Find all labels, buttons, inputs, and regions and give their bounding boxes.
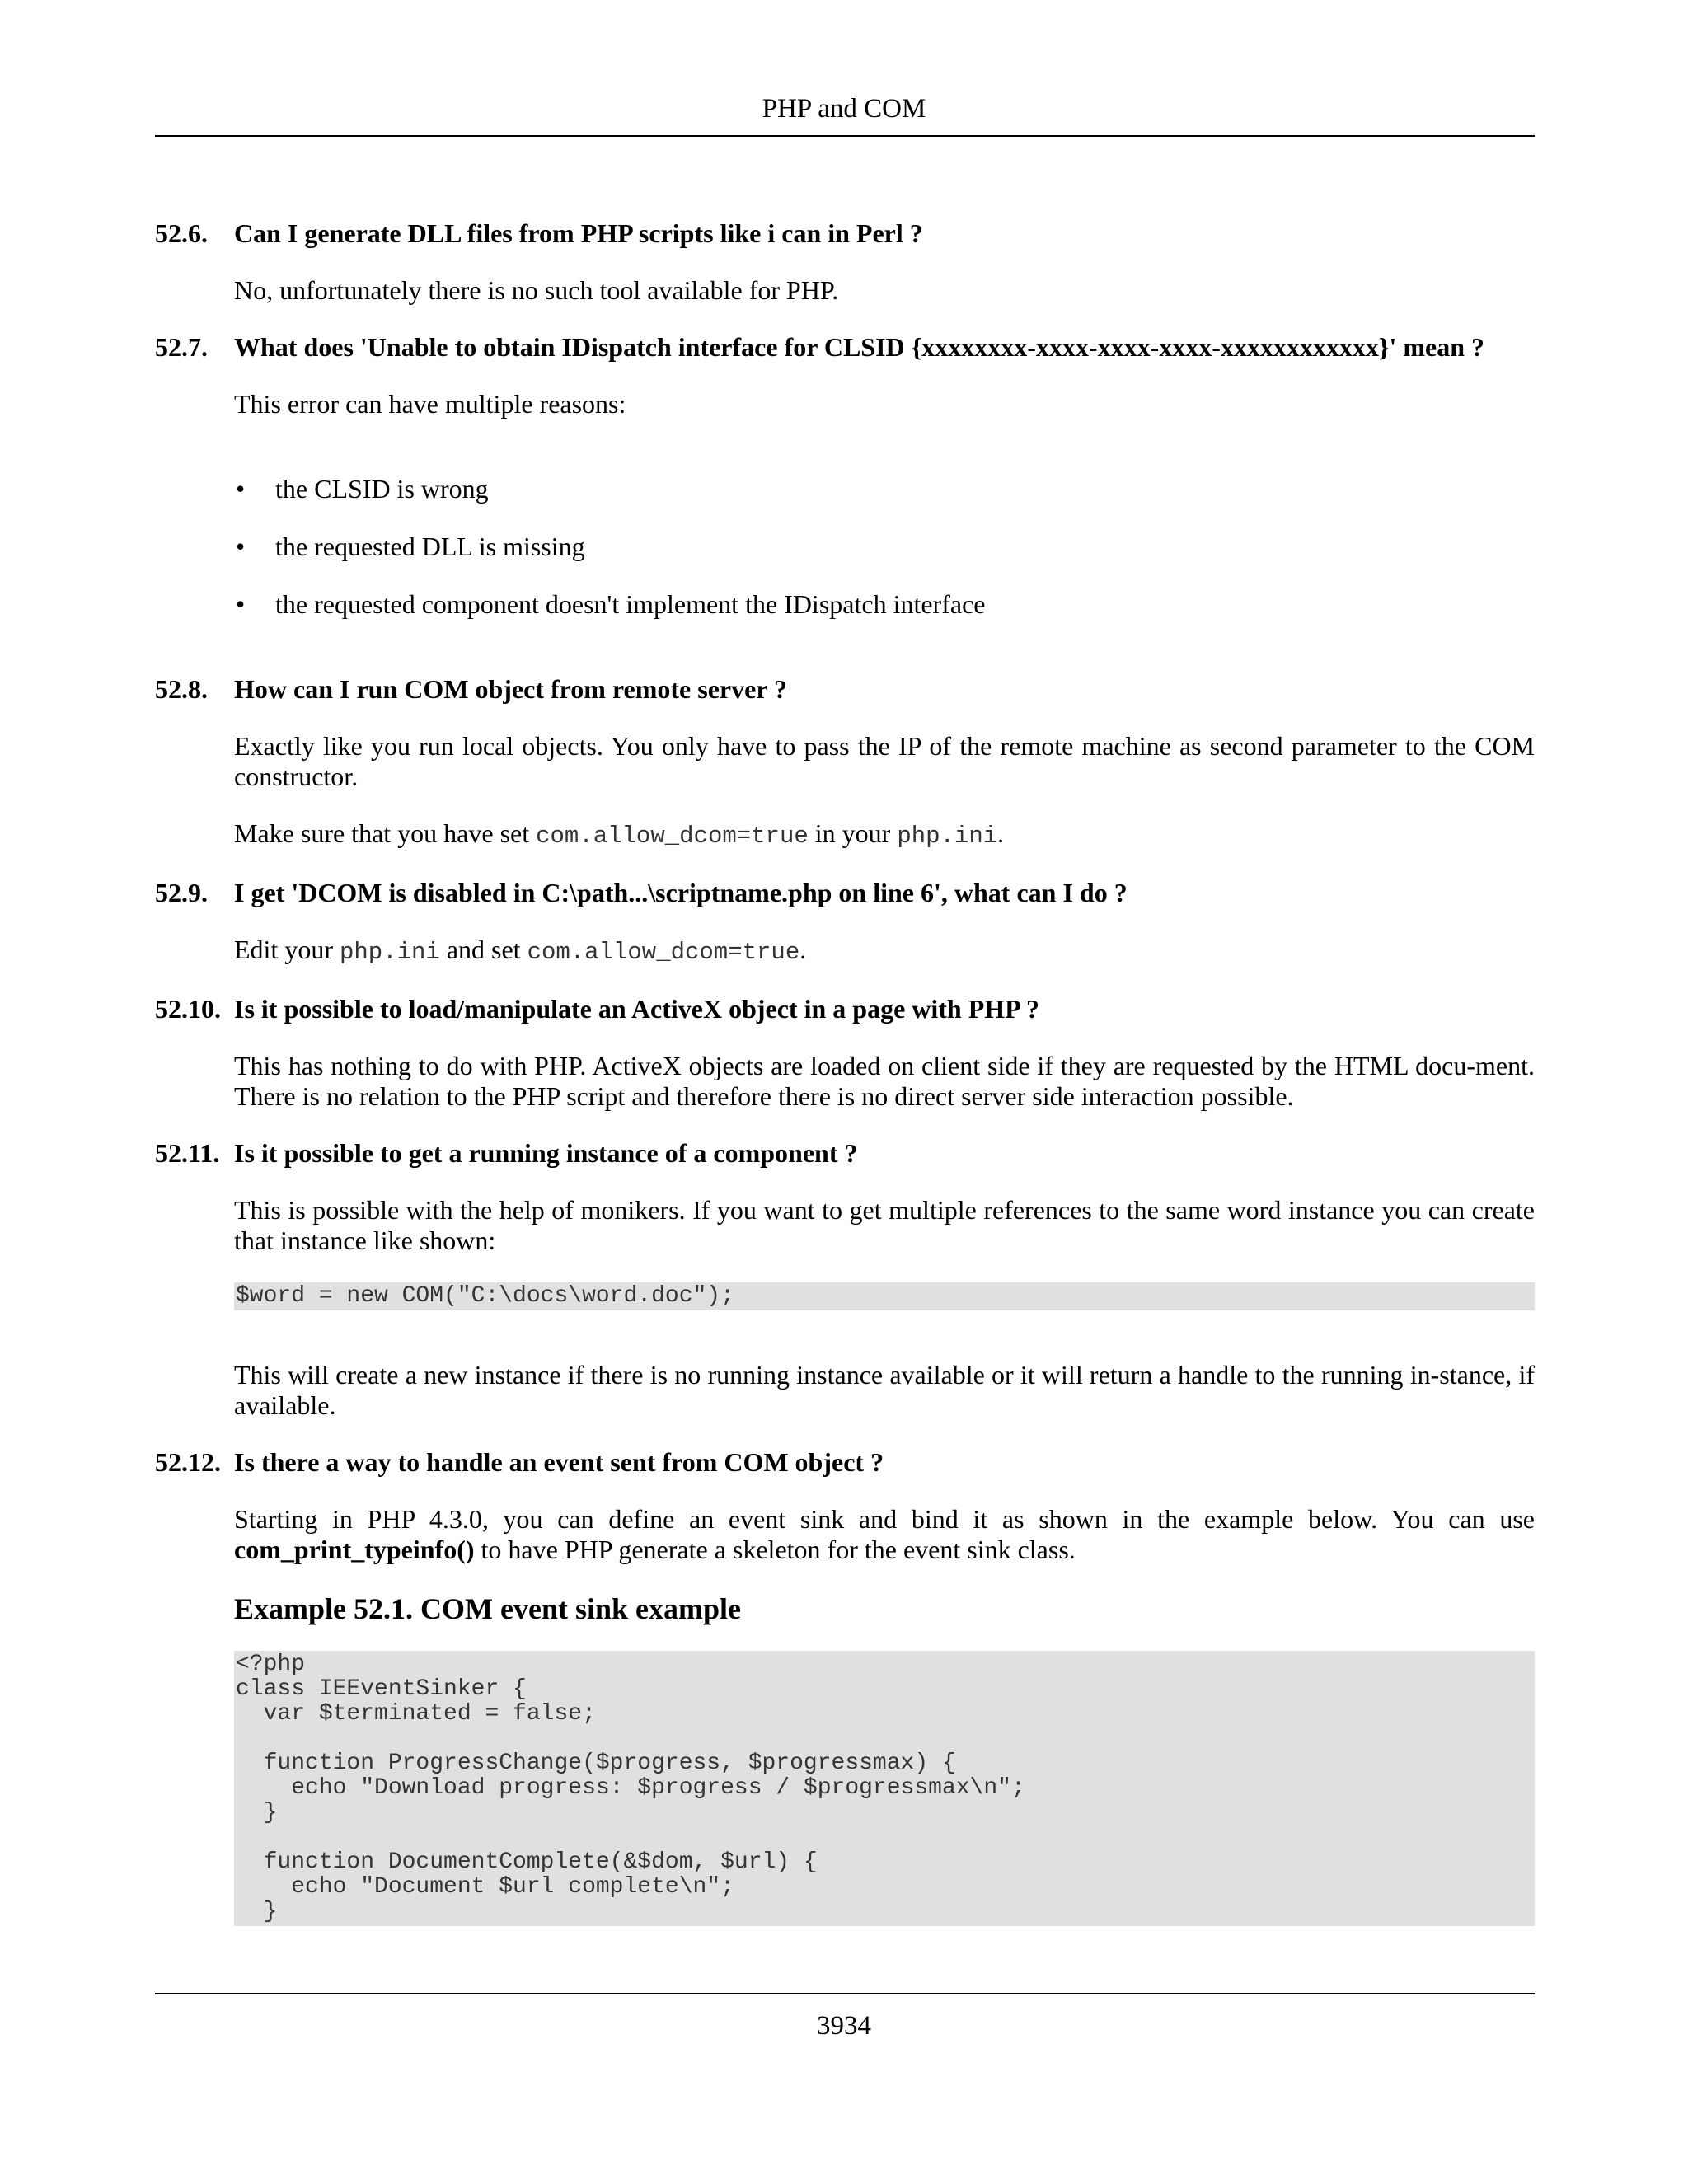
page-content [155, 218, 1535, 1926]
question-title: Is it possible to get a running instance of a component ? [234, 1138, 858, 1168]
question-number: 52.7. [155, 332, 208, 362]
header-rule [155, 135, 1535, 137]
answer-text: This will create a new instance if there is no running instance available or it will return a handle to the running in-stance, if available. [234, 1360, 1535, 1420]
answer-note: Make sure that you have set com.allow_dcom=true in your php.ini. [234, 818, 1005, 850]
question-number: 52.8. [155, 674, 208, 704]
inline-code: php.ini [897, 823, 998, 850]
question-number: 52.6. [155, 218, 208, 248]
inline-code: com.allow_dcom=true [536, 823, 809, 850]
answer-text: This error can have multiple reasons: [234, 389, 626, 419]
question-title: Is there a way to handle an event sent from COM object ? [234, 1447, 884, 1477]
answer-text: Exactly like you run local objects. You only have to pass the IP of the remote machine as second parameter to the COM constructor. [234, 731, 1535, 791]
answer-text: No, unfortunately there is no such tool available for PHP. [234, 275, 839, 305]
faq-item [155, 674, 1535, 851]
running-header: PHP and COM [762, 94, 926, 124]
function-name: com_print_typeinfo() [234, 1535, 475, 1564]
faq-item [155, 218, 1535, 306]
faq-item [155, 1138, 1535, 1421]
faq-item [155, 994, 1535, 1112]
example-title: Example 52.1. COM event sink example [234, 1592, 741, 1625]
question-title: How can I run COM object from remote server ? [234, 674, 787, 704]
faq-item [155, 878, 1535, 968]
question-number: 52.9. [155, 878, 208, 907]
list-item: • the CLSID is wrong [236, 474, 489, 504]
answer-text: Edit your php.ini and set com.allow_dcom=true. [234, 935, 807, 966]
faq-item [155, 332, 1535, 620]
answer-text: This is possible with the help of monikers. If you want to get multiple references to the same word instance you can create that instance like shown: [234, 1195, 1535, 1255]
page-number: 3934 [817, 2011, 871, 2041]
inline-code: com.allow_dcom=true [527, 939, 800, 966]
inline-code: php.ini [339, 939, 440, 966]
list-item: • the requested DLL is missing [236, 532, 585, 561]
footer-rule [155, 1993, 1535, 1994]
answer-text: This has nothing to do with PHP. ActiveX objects are loaded on client side if they are requested by the HTML docu-ment. There is no relation to the PHP script and therefore there is no direct server side interaction possible. [234, 1051, 1535, 1111]
question-number: 52.10. [155, 994, 221, 1024]
question-title: What does 'Unable to obtain IDispatch interface for CLSID {xxxxxxxx-xxxx-xxxx-xxxx-xxxxxxxxxxxx}' mean ? [234, 332, 1485, 362]
list-item: • the requested component doesn't implement the IDispatch interface [236, 589, 986, 619]
question-title: Can I generate DLL files from PHP scripts like i can in Perl ? [234, 218, 923, 248]
question-number: 52.12. [155, 1447, 221, 1477]
reason-list [234, 474, 1535, 620]
question-title: I get 'DCOM is disabled in C:\path...\scriptname.php on line 6', what can I do ? [234, 878, 1128, 907]
code-block: $word = new COM("C:\docs\word.doc"); [234, 1282, 1535, 1310]
question-number: 52.11. [155, 1138, 220, 1168]
answer-text: Starting in PHP 4.3.0, you can define an event sink and bind it as shown in the example below. You can use com_print_typeinfo() to have PHP generate a skeleton for the event sink class. [234, 1504, 1535, 1564]
example-code-block: <?php class IEEventSinker { var $terminated = false; function ProgressChange($progress, $progressmax) { echo "Download progress: $progress / $progressmax\n"; } function DocumentComplete(&$dom, $url) { echo "Document $url complete\n"; } [234, 1651, 1535, 1926]
faq-item [155, 1447, 1535, 1926]
question-title: Is it possible to load/manipulate an ActiveX object in a page with PHP ? [234, 994, 1039, 1024]
